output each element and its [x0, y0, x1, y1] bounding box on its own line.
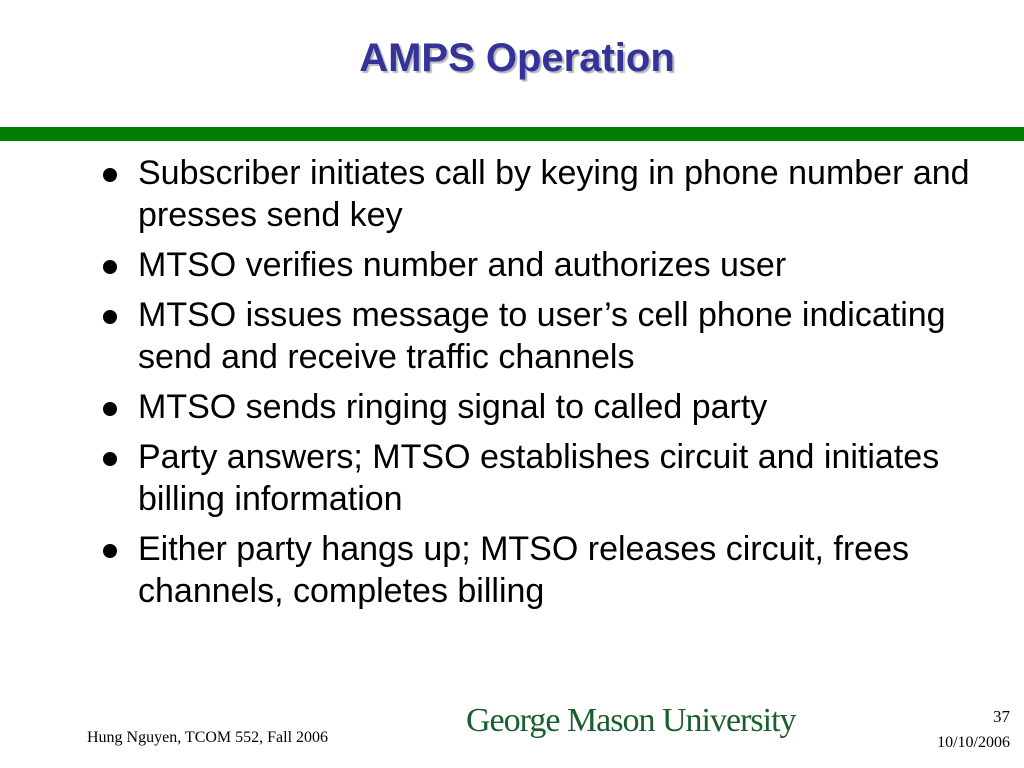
- bullet-text: Party answers; MTSO establishes circuit and initiates billing information: [138, 438, 940, 518]
- university-logo: George Mason University: [466, 702, 796, 739]
- footer-author: Hung Nguyen, TCOM 552, Fall 2006: [87, 729, 329, 746]
- bullet-item: [0, 528, 1024, 612]
- bullet-icon: [103, 544, 117, 558]
- bullet-text: MTSO verifies number and authorizes user: [138, 246, 787, 284]
- bullet-text: MTSO issues message to user’s cell phone indicating send and receive traffic channels: [138, 296, 946, 376]
- slide-title: AMPS Operation: [359, 36, 675, 80]
- title-divider: [0, 127, 1024, 141]
- bullet-item: [0, 244, 1024, 286]
- bullet-icon: [103, 452, 117, 466]
- bullet-text: Subscriber initiates call by keying in phone number and presses send key: [138, 154, 970, 234]
- page-number: 37: [993, 707, 1010, 726]
- bullet-icon: [103, 402, 117, 416]
- footer-date: 10/10/2006: [937, 734, 1010, 751]
- bullet-text: MTSO sends ringing signal to called party: [138, 388, 768, 426]
- bullet-item: [0, 152, 1024, 236]
- bullet-icon: [103, 168, 117, 182]
- bullet-icon: [103, 310, 117, 324]
- bullet-icon: [103, 260, 117, 274]
- bullet-list: [0, 152, 1024, 620]
- bullet-item: [0, 294, 1024, 378]
- bullet-item: [0, 436, 1024, 520]
- bullet-item: [0, 386, 1024, 428]
- bullet-text: Either party hangs up; MTSO releases circuit, frees channels, completes billing: [138, 530, 909, 610]
